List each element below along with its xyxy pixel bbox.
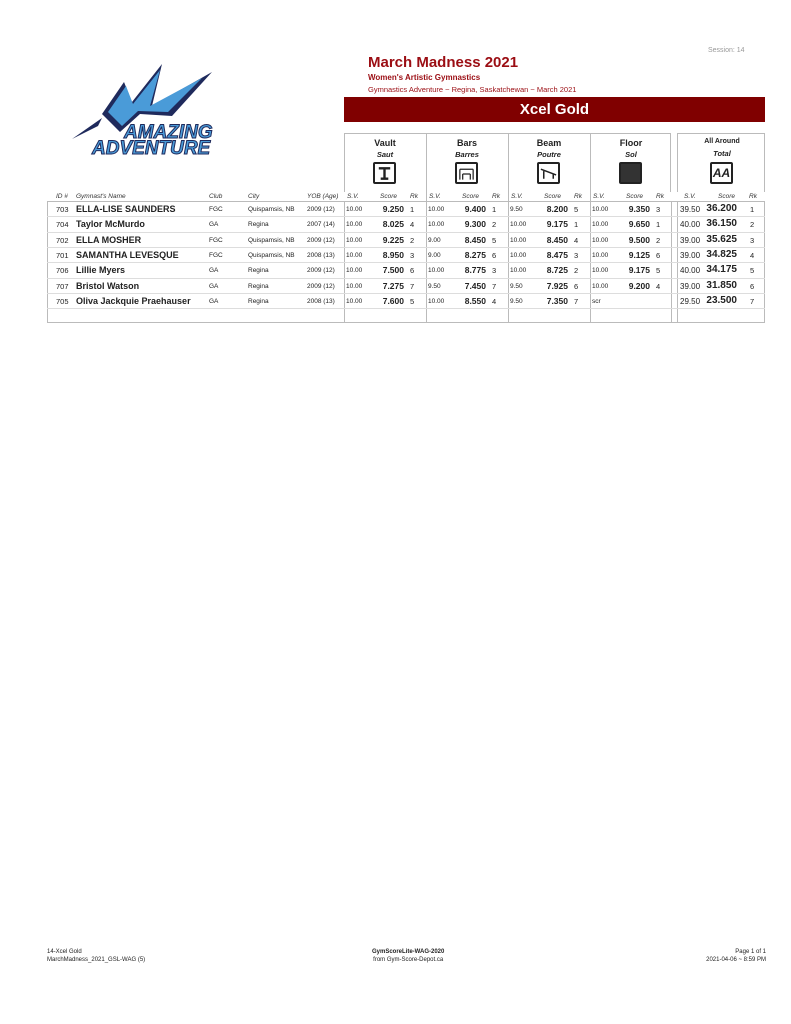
event-score: 8.775 [464, 265, 486, 276]
aa-sv: 39.00 [680, 281, 701, 291]
level-banner: Xcel Gold [344, 97, 765, 122]
header-score: Score [462, 193, 479, 200]
gymnast-id: 705 [56, 296, 69, 306]
row-divider [47, 308, 765, 309]
event-sv: 10.00 [346, 267, 363, 275]
event-score: 9.500 [628, 234, 650, 245]
aa-score: 36.200 [706, 203, 737, 214]
event-score: 9.250 [382, 204, 404, 214]
gymnast-id: 702 [56, 235, 69, 245]
event-score: 9.400 [464, 204, 486, 214]
event-rank: 5 [574, 205, 579, 214]
event-score: 9.175 [628, 265, 650, 276]
gymnast-city: Regina [248, 267, 269, 275]
floor-icon [619, 162, 642, 184]
event-rank: 3 [492, 266, 497, 276]
gymnast-id: 703 [56, 205, 69, 214]
aa-rank: 3 [750, 235, 755, 245]
header-sv: S.V. [593, 193, 605, 200]
event-sv: 10.00 [510, 267, 527, 275]
vault-icon [373, 162, 396, 184]
event-score: 7.275 [382, 280, 404, 291]
event-rank: 1 [656, 220, 661, 230]
gymnast-yob: 2009 (12) [307, 236, 335, 244]
beam-icon [537, 162, 560, 184]
event-sv: 9.50 [428, 282, 441, 290]
gymnast-id: 706 [56, 266, 69, 276]
event-rank: 7 [574, 296, 579, 306]
gymnast-name: SAMANTHA LEVESQUE [76, 249, 179, 260]
row-divider [47, 278, 765, 279]
event-rank: 6 [492, 250, 497, 260]
event-sv: 10.00 [510, 251, 527, 259]
event-rank: 1 [492, 205, 497, 214]
event-score: 8.450 [464, 234, 486, 245]
meet-venue: Gymnastics Adventure ~ Regina, Saskatchewan ~ March 2021 [368, 85, 577, 94]
event-sv: 10.00 [592, 236, 609, 244]
event-score: 8.275 [464, 249, 486, 260]
event-rank: 6 [410, 266, 415, 276]
event-sv: 10.00 [346, 297, 363, 305]
header-sv: S.V. [511, 193, 523, 200]
gymnast-id: 704 [56, 220, 69, 230]
header-name: Gymnast's Name [76, 193, 126, 200]
aa-score: 31.850 [706, 279, 737, 291]
event-score: 9.650 [628, 219, 650, 230]
aa-sv: 39.00 [680, 250, 701, 260]
event-score: 9.225 [382, 234, 404, 245]
header-sv: S.V. [429, 193, 441, 200]
gymnast-city: Regina [248, 297, 269, 305]
event-rank: 6 [574, 281, 579, 291]
event-sv: 10.00 [428, 206, 445, 213]
event-score: 7.500 [382, 265, 404, 276]
gymnast-id: 701 [56, 250, 69, 260]
svg-text:ADVENTURE: ADVENTURE [92, 138, 211, 156]
header-score: Score [718, 193, 735, 200]
event-rank: 4 [410, 220, 415, 230]
aa-sv: 39.00 [680, 235, 701, 245]
event-sv: 10.00 [592, 206, 609, 213]
event-score: 8.025 [382, 219, 404, 230]
aa-icon: AA [710, 162, 733, 184]
aa-rank: 1 [750, 205, 755, 214]
event-rank: 4 [656, 281, 661, 291]
event-bars: Bars Barres [455, 138, 479, 159]
footer-left: 14-Xcel Gold MarchMadness_2021_GSL-WAG (5) [47, 949, 146, 963]
event-sv: 9.00 [428, 236, 441, 244]
event-rank: 2 [574, 266, 579, 276]
aa-rank: 7 [750, 296, 755, 306]
gymnast-club: GA [209, 267, 219, 275]
aa-sv: 29.50 [680, 296, 701, 306]
event-sv: 10.00 [510, 236, 527, 244]
event-rank: 7 [410, 281, 415, 291]
event-sv: 10.00 [510, 221, 527, 229]
footer-center: GymScoreLite-WAG-2020 from Gym-Score-Depot.ca [372, 949, 445, 963]
event-score: 9.175 [546, 219, 568, 230]
event-sv: scr [592, 297, 601, 305]
event-sv: 9.50 [510, 282, 523, 290]
gymnast-name: ELLA-LISE SAUNDERS [76, 204, 176, 214]
header-yob: YOB (Age) [307, 193, 339, 200]
header-score: Score [380, 193, 397, 200]
aa-score: 36.150 [706, 218, 737, 230]
event-rank: 5 [492, 235, 497, 245]
row-divider [47, 247, 765, 248]
event-sv: 10.00 [346, 251, 363, 259]
gymnast-yob: 2008 (13) [307, 297, 335, 305]
event-floor: Floor Sol [619, 138, 643, 159]
event-score: 8.450 [546, 234, 568, 245]
event-rank: 2 [410, 235, 415, 245]
event-sv: 9.50 [510, 206, 523, 213]
aa-sv: 39.50 [680, 205, 701, 214]
aa-rank: 2 [750, 220, 755, 230]
gymnast-city: Regina [248, 282, 269, 290]
event-rank: 2 [492, 220, 497, 230]
aa-rank: 4 [750, 250, 755, 260]
gymnast-city: Quispamsis, NB [248, 236, 295, 244]
event-sv: 10.00 [346, 236, 363, 244]
header-rk: Rk [492, 193, 500, 200]
bars-icon [455, 162, 478, 184]
event-sv: 10.00 [346, 282, 363, 290]
event-score: 9.300 [464, 219, 486, 230]
event-sv: 10.00 [346, 221, 363, 229]
row-divider [47, 293, 765, 294]
event-rank: 7 [492, 281, 497, 291]
event-score: 7.600 [382, 295, 404, 306]
aa-sv: 40.00 [680, 220, 701, 230]
meet-subtitle: Women's Artistic Gymnastics [368, 73, 481, 82]
event-rank: 3 [410, 250, 415, 260]
row-divider [47, 262, 765, 263]
header-club: Club [209, 193, 223, 200]
aa-rank: 6 [750, 281, 755, 291]
event-rank: 6 [656, 250, 661, 260]
gymnast-id: 707 [56, 281, 69, 291]
header-sv: S.V. [347, 193, 359, 200]
event-all-around: All Around Total [704, 138, 740, 158]
gymnast-city: Regina [248, 221, 269, 229]
row-divider [47, 232, 765, 233]
gymnast-club: FGC [209, 251, 223, 259]
gymnast-name: Bristol Watson [76, 280, 140, 291]
event-vault: Vault Saut [374, 138, 396, 159]
aa-rank: 5 [750, 266, 755, 276]
gymnast-yob: 2008 (13) [307, 251, 335, 259]
gymnast-club: FGC [209, 236, 223, 244]
event-sv: 10.00 [592, 221, 609, 229]
event-sv: 10.00 [428, 267, 445, 275]
header-rk: Rk [410, 193, 418, 200]
event-rank: 4 [492, 296, 497, 306]
event-rank: 4 [574, 235, 579, 245]
header-score: Score [626, 193, 643, 200]
gymnast-club: GA [209, 297, 219, 305]
gymnast-yob: 2009 (12) [307, 206, 335, 213]
gymnast-city: Quispamsis, NB [248, 251, 295, 259]
event-sv: 10.00 [346, 206, 363, 213]
event-rank: 5 [656, 266, 661, 276]
event-score: 8.550 [464, 295, 486, 306]
event-score: 7.925 [546, 280, 568, 291]
aa-score: 34.175 [706, 264, 737, 276]
header-city: City [248, 193, 260, 200]
event-sv: 10.00 [428, 221, 445, 229]
aa-score: 35.625 [706, 233, 737, 245]
event-rank: 1 [410, 205, 415, 214]
event-score: 7.350 [546, 295, 568, 306]
meet-title: March Madness 2021 [368, 54, 519, 71]
gymnast-club: GA [209, 282, 219, 290]
gymnast-name: Oliva Jackquie Praehauser [76, 295, 191, 306]
event-sv: 10.00 [592, 251, 609, 259]
gymnast-yob: 2009 (12) [307, 267, 335, 275]
event-sv: 9.00 [428, 251, 441, 259]
event-score: 8.725 [546, 265, 568, 276]
event-rank: 2 [656, 235, 661, 245]
header-rk: Rk [749, 193, 757, 200]
aa-sv: 40.00 [680, 266, 701, 276]
aa-score: 23.500 [706, 294, 737, 306]
header-id: ID # [56, 193, 68, 200]
event-sv: 9.50 [510, 297, 523, 305]
footer-right: Page 1 of 1 2021-04-06 ~ 8:59 PM [706, 949, 766, 963]
event-rank: 3 [656, 205, 661, 214]
header-rk: Rk [656, 193, 664, 200]
svg-text:AMAZING: AMAZING [124, 122, 213, 143]
gymnast-yob: 2009 (12) [307, 282, 335, 290]
event-score: 8.475 [546, 249, 568, 260]
gymnast-name: ELLA MOSHER [76, 234, 142, 245]
event-rank: 1 [574, 220, 579, 230]
event-score: 7.450 [464, 280, 486, 291]
gymnast-name: Lillie Myers [76, 265, 126, 276]
event-score: 8.200 [546, 204, 568, 214]
header-score: Score [544, 193, 561, 200]
gymnast-club: GA [209, 221, 219, 229]
event-score: 9.125 [628, 249, 650, 260]
gymnast-city: Quispamsis, NB [248, 206, 295, 213]
event-sv: 10.00 [428, 297, 445, 305]
event-score: 9.200 [628, 280, 650, 291]
gymnast-club: FGC [209, 206, 223, 213]
event-sv: 10.00 [592, 282, 609, 290]
gymnast-name: Taylor McMurdo [76, 219, 145, 230]
amazing-adventure-logo [62, 54, 232, 156]
event-rank: 5 [410, 296, 415, 306]
event-score: 9.350 [628, 204, 650, 214]
session-label: Session: 14 [708, 47, 745, 54]
gymnast-yob: 2007 (14) [307, 221, 335, 229]
event-rank: 3 [574, 250, 579, 260]
row-divider [47, 216, 765, 217]
event-sv: 10.00 [592, 267, 609, 275]
aa-score: 34.825 [706, 248, 737, 260]
event-beam: Beam Poutre [536, 138, 562, 159]
header-rk: Rk [574, 193, 582, 200]
event-score: 8.950 [382, 249, 404, 260]
header-sv: S.V. [684, 193, 696, 200]
